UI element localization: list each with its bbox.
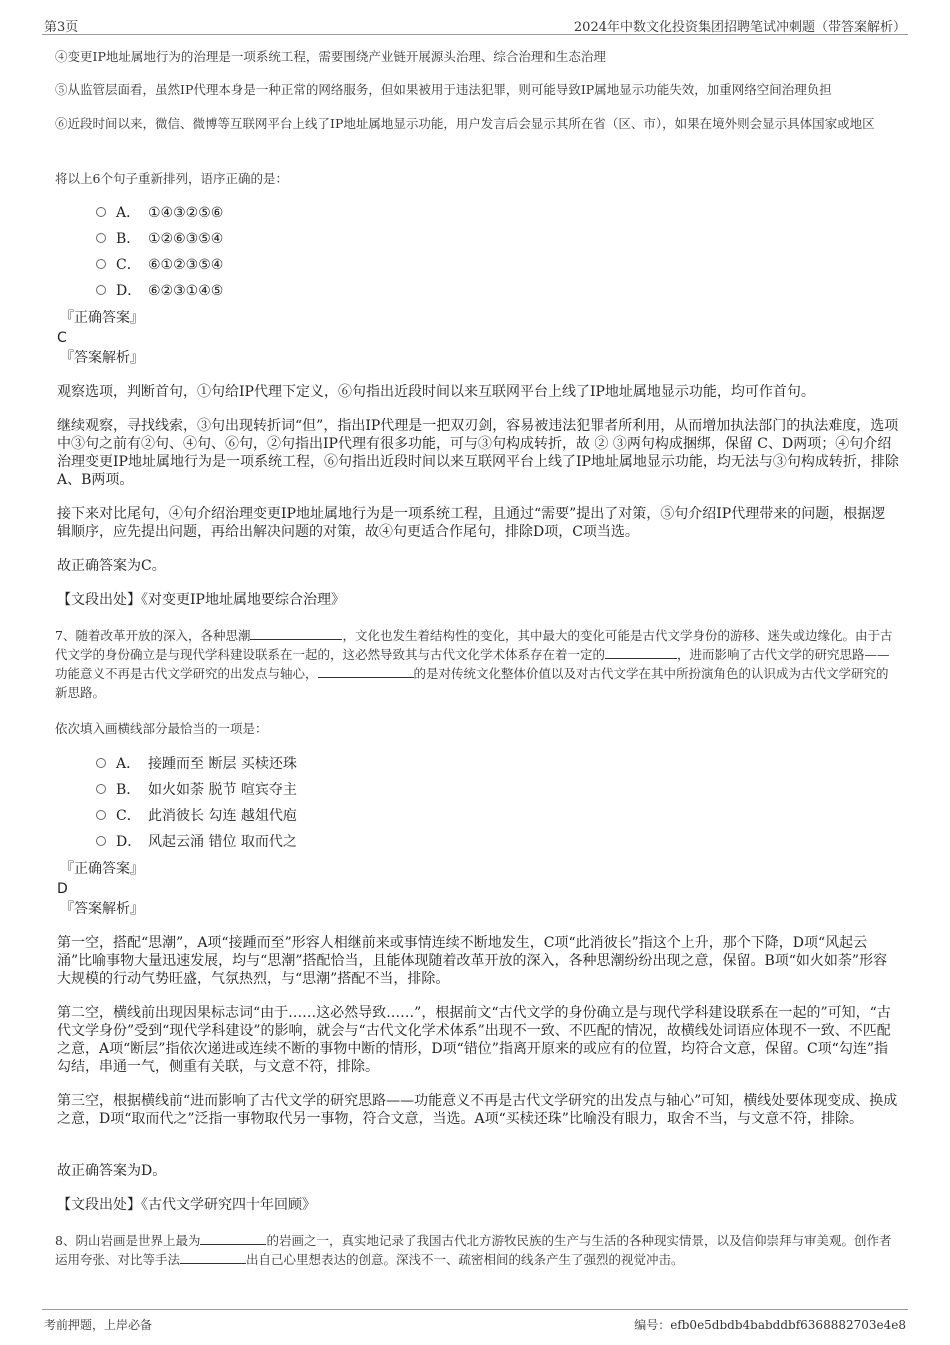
- fill-blank: [318, 664, 414, 678]
- analysis-paragraph: 接下来对比尾句，④句介绍治理变更IP地址属地行为是一项系统工程，且通过“需要”提出了对策，⑤句介绍IP代理带来的问题，根据逻辑顺序，应先提出问题，再给出解决问题的对策，故④句更适合作尾句，排除D项，C项当选。: [57, 506, 886, 540]
- answer-label: 『正确答案』: [60, 861, 144, 877]
- page-number: 第3页: [44, 20, 79, 35]
- document-id: 编号：efb0e5dbdb4babddbf6368882703e4e8: [634, 1318, 906, 1332]
- analysis-paragraph: 第三空，根据横线前“进而影响了古代文学的研究思路——功能意义不再是古代文学研究的出发点与轴心”可知，横线处要体现变成、换成之意，D项“取而代之”泛指一事物取代另一事物，符合文意，当选。A项“买椟还珠”比喻没有眼力，取舍不当，与文意不符，排除。: [57, 1093, 898, 1127]
- option-c[interactable]: C． 此消彼长 勾连 越俎代庖: [96, 806, 297, 826]
- document-title: 2024年中数文化投资集团招聘笔试冲刺题（带答案解析）: [573, 20, 906, 35]
- option-b[interactable]: B． 如火如荼 脱节 喧宾夺主: [96, 780, 297, 800]
- answer-value: D: [57, 881, 68, 897]
- radio-icon[interactable]: [96, 784, 106, 794]
- radio-icon[interactable]: [96, 836, 106, 846]
- question-prompt: 将以上6个句子重新排列，语序正确的是：: [55, 171, 288, 186]
- source-citation: 【文段出处】《对变更IP地址属地要综合治理》: [57, 592, 345, 608]
- option-a[interactable]: A． ①④③②⑤⑥: [96, 203, 223, 223]
- fill-blank: [200, 1231, 266, 1245]
- fill-blank: [605, 645, 677, 659]
- radio-icon[interactable]: [96, 758, 106, 768]
- question-7-stem: 7、随着改革开放的深入，各种思潮 ，文化也发生着结构性的变化，其中最大的变化可能是古代文学身份的游移、迷失或边缘化。由于古代文学的身份确立是与现代学科建设联系在一起的，这必然导致其与古代文化学术体系存在着一定的 ，进而影响了古代文学的研究思路——功能意义不再是古代文学研究的出发点与轴心， 的是对传统文化整体价值以及对古代文学在其中所扮演角色的认识成为古代文学研究的新思路。: [55, 628, 893, 700]
- sentence-5: ⑤从监管层面看，虽然IP代理本身是一种正常的网络服务，但如果被用于违法犯罪，则可能导致IP属地显示功能失效，加重网络空间治理负担: [55, 82, 832, 97]
- option-c[interactable]: C． ⑥①②③⑤④: [96, 255, 223, 275]
- analysis-label: 『答案解析』: [60, 350, 144, 366]
- source-citation: 【文段出处】《古代文学研究四十年回顾》: [57, 1197, 316, 1213]
- answer-value: C: [57, 330, 67, 346]
- footer-slogan: 考前押题，上岸必备: [44, 1318, 153, 1332]
- sentence-4: ④变更IP地址属地行为的治理是一项系统工程，需要围绕产业链开展源头治理、综合治理和生态治理: [55, 49, 606, 64]
- analysis-conclusion: 故正确答案为D。: [57, 1163, 167, 1179]
- analysis-conclusion: 故正确答案为C。: [57, 558, 166, 574]
- analysis-label: 『答案解析』: [60, 901, 144, 917]
- analysis-paragraph: 第二空，横线前出现因果标志词“由于……这必然导致……”，根据前文“古代文学的身份确立是与现代学科建设联系在一起的”可知，“古代文学身份”受到“现代学科建设”的影响，就会与“古代文化学术体系”出现不一致、不匹配的情况，故横线处词语应体现不一致、不匹配之意，A项“断层”指依次递进或连续不断的事物中断的情形，D项“错位”指离开原来的或应有的位置，均符合文意，保留。C项“勾连”指勾结，串通一气，侧重有关联，与文意不符，排除。: [57, 1005, 891, 1075]
- sentence-6: ⑥近段时间以来，微信、微博等互联网平台上线了IP地址属地显示功能，用户发言后会显示其所在省（区、市），如果在境外则会显示具体国家或地区: [55, 116, 875, 131]
- analysis-paragraph: 观察选项，判断首句，①句给IP代理下定义，⑥句指出近段时间以来互联网平台上线了IP地址属地显示功能，均可作首句。: [57, 384, 815, 400]
- fill-blank: [250, 626, 342, 640]
- option-a[interactable]: A． 接踵而至 断层 买椟还珠: [96, 754, 297, 774]
- radio-icon[interactable]: [96, 233, 106, 243]
- option-d[interactable]: D． ⑥②③①④⑤: [96, 281, 223, 301]
- option-b[interactable]: B． ①②⑥③⑤④: [96, 229, 223, 249]
- answer-label: 『正确答案』: [60, 310, 144, 326]
- radio-icon[interactable]: [96, 207, 106, 217]
- analysis-paragraph: 第一空，搭配“思潮”，A项“接踵而至”形容人相继前来或事情连续不断地发生，C项“此消彼长”指这个上升，那个下降，D项“风起云涌”比喻事物大量迅速发展，均与“思潮”搭配恰当，且能体现随着改革开放的深入，各种思潮纷纷出现之意，保留。B项“如火如荼”形容大规模的行动气势旺盛，气氛热烈，与“思潮”搭配不当，排除。: [57, 935, 888, 987]
- radio-icon[interactable]: [96, 810, 106, 820]
- radio-icon[interactable]: [96, 285, 106, 295]
- fill-blank: [180, 1250, 246, 1264]
- analysis-paragraph: 继续观察，寻找线索，③句出现转折词“但”，指出IP代理是一把双刃剑，容易被违法犯罪者所利用，从而增加执法部门的执法难度，选项中③句之前有②句、④句、⑥句，②句指出IP代理有很多功能，可与③句构成转折，故 ② ③两句构成捆绑，保留 C、D两项；④句介绍治理变更IP地址属地行为是一项系统工程，⑥句指出近段时间以来互联网平台上线了IP地址属地显示功能，均无法与③句构成转折，排除A、B两项。: [57, 418, 899, 488]
- question-8-stem: 8、阴山岩画是世界上最为 的岩画之一，真实地记录了我国古代北方游牧民族的生产与生活的各种现实情景，以及信仰崇拜与审美观。创作者运用夸张、对比等手法 出自己心里想表达的创意。深浅不一、疏密相间的线条产生了强烈的视觉冲击。: [55, 1233, 892, 1267]
- page-header: [42, 14, 908, 35]
- radio-icon[interactable]: [96, 259, 106, 269]
- question-prompt: 依次填入画横线部分最恰当的一项是：: [55, 721, 268, 736]
- option-d[interactable]: D． 风起云涌 错位 取而代之: [96, 832, 297, 852]
- page-footer: [42, 1309, 908, 1334]
